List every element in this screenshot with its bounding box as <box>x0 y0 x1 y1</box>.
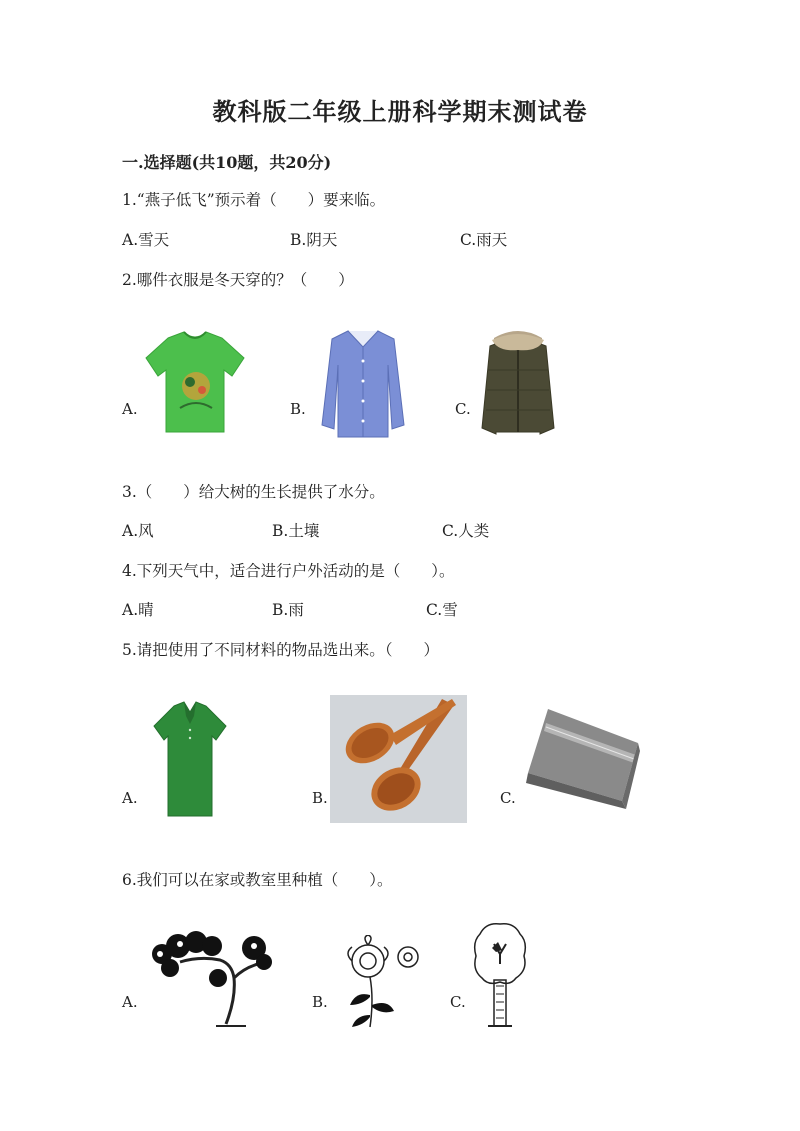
wooden-spoons-image <box>330 695 467 823</box>
q5-option-b: B. <box>312 789 328 807</box>
q6-option-c: C. <box>450 993 466 1011</box>
q1-option-b: B.阴天 <box>290 231 338 249</box>
question-2: 2.哪件衣服是冬天穿的？（ ） <box>122 271 354 289</box>
q2-option-a: A. <box>122 400 138 418</box>
q3-option-c: C.人类 <box>442 522 490 540</box>
green-tshirt-image <box>140 328 250 438</box>
tree-drawing <box>470 920 530 1030</box>
q4-option-c: C.雪 <box>426 601 458 619</box>
q6-option-a: A. <box>122 993 138 1011</box>
q5-option-c: C. <box>500 789 516 807</box>
question-5: 5.请把使用了不同材料的物品选出来。（ ） <box>122 641 440 659</box>
question-6: 6.我们可以在家或教室里种植（ ）。 <box>122 871 393 889</box>
q2-option-c: C. <box>455 400 471 418</box>
q3-option-a: A.风 <box>122 522 154 540</box>
winter-jacket-image <box>478 328 558 438</box>
question-3: 3.（ ）给大树的生长提供了水分。 <box>122 483 385 501</box>
green-polo-image <box>150 700 230 820</box>
question-1: 1.“燕子低飞”预示着（ ）要来临。 <box>122 191 386 209</box>
page-title: 教科版二年级上册科学期末测试卷 <box>212 97 588 126</box>
q6-option-b: B. <box>312 993 328 1011</box>
q1-option-c: C.雨天 <box>460 231 508 249</box>
chrysanthemum-drawing <box>330 935 430 1030</box>
q3-option-b: B.土壤 <box>272 522 320 540</box>
q2-option-b: B. <box>290 400 306 418</box>
q4-option-a: A.晴 <box>122 601 154 619</box>
section-heading: 一.选择题(共10题，共20分) <box>122 153 332 172</box>
grey-towel-image <box>522 705 642 815</box>
blue-shirt-image <box>318 325 408 440</box>
q4-option-b: B.雨 <box>272 601 304 619</box>
q1-option-a: A.雪天 <box>122 231 170 249</box>
q5-option-a: A. <box>122 789 138 807</box>
pine-tree-drawing <box>140 928 275 1028</box>
question-4: 4.下列天气中，适合进行户外活动的是（ ）。 <box>122 562 455 580</box>
